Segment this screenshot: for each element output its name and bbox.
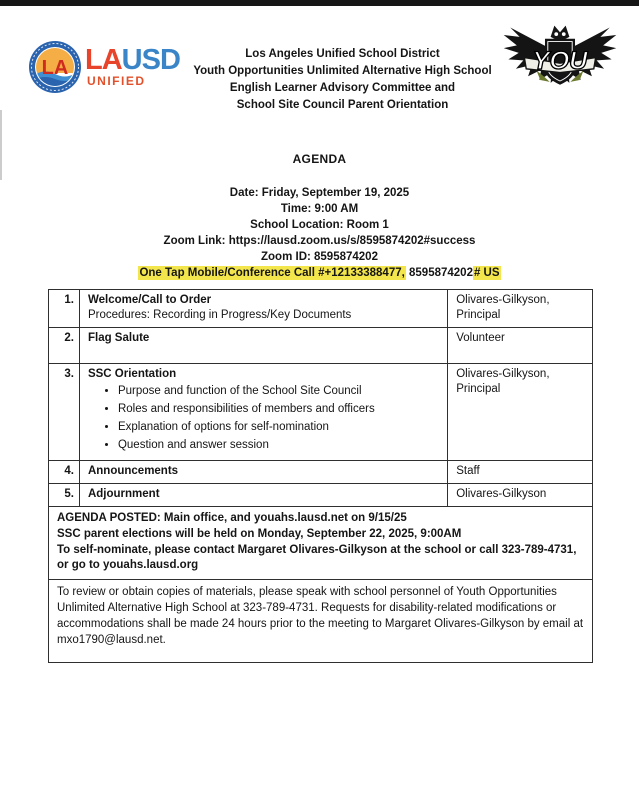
table-row xyxy=(49,484,593,507)
scan-artifact-top-bar xyxy=(0,0,639,6)
svg-text:LA: LA xyxy=(41,57,69,79)
row-presenter: Staff xyxy=(448,461,593,484)
meeting-location: School Location: Room 1 xyxy=(250,219,389,231)
one-tap-highlight-2: # US xyxy=(473,267,500,279)
org-title-block xyxy=(186,46,499,114)
lausd-seal-icon xyxy=(28,40,82,94)
bullet-item: • Roles and responsibilities of members and officers xyxy=(118,402,439,417)
row-presenter: Olivares-Gilkyson xyxy=(448,484,593,507)
you-logo-text: YOU xyxy=(532,46,588,75)
row-number: 4. xyxy=(49,461,80,484)
row-title: Adjournment xyxy=(87,488,160,500)
row-number: 5. xyxy=(49,484,80,507)
table-row xyxy=(49,290,593,328)
bullet-item: • Explanation of options for self-nomination xyxy=(118,420,439,435)
row-title: Announcements xyxy=(87,465,179,477)
table-row xyxy=(49,461,593,484)
row-subtitle: Procedures: Recording in Progress/Key Documents xyxy=(87,309,352,321)
posted-line: AGENDA POSTED: Main office, and youahs.lausd.net on 9/15/25 xyxy=(57,512,407,524)
lausd-wordmark-usd: USD xyxy=(121,43,180,76)
row-presenter: Olivares-Gilkyson, Principal xyxy=(448,290,593,328)
posted-line: SSC parent elections will be held on Monday, September 22, 2025, 9:00AM xyxy=(57,528,462,540)
zoom-link: Zoom Link: https://lausd.zoom.us/s/8595874202#success xyxy=(163,235,476,247)
materials-note-row xyxy=(49,580,593,663)
document-header xyxy=(0,0,639,114)
one-tap-conference-line xyxy=(0,265,639,281)
row-presenter: Olivares-Gilkyson, Principal xyxy=(448,364,593,461)
materials-note: To review or obtain copies of materials, please speak with school personnel of Youth Opportunities Unlimited Alternative High School at 323-789-4731. Requests for disability-related modifications or accommodations shall be made 24 hours prior to the meeting to Margaret Olivares-Gilkyson by email at mxo1790@lausd.net. xyxy=(49,580,593,663)
lausd-wordmark-la: LA xyxy=(85,43,122,76)
org-line-district: Los Angeles Unified School District xyxy=(245,48,440,60)
scan-artifact-left-edge xyxy=(0,110,2,180)
you-eagle-logo xyxy=(499,20,621,100)
one-tap-plain: 8595874202 xyxy=(405,267,473,279)
meeting-info-block xyxy=(0,185,639,265)
row-title: Welcome/Call to Order xyxy=(87,294,212,306)
bullet-item: • Purpose and function of the School Site Council xyxy=(118,384,439,399)
table-row xyxy=(49,364,593,461)
meeting-date: Date: Friday, September 19, 2025 xyxy=(229,187,410,199)
row-number: 2. xyxy=(49,328,80,364)
row-bullet-list xyxy=(118,384,439,453)
agenda-table xyxy=(48,289,593,663)
agenda-heading: AGENDA xyxy=(292,152,347,166)
lausd-logo xyxy=(28,40,186,94)
org-line-committee: English Learner Advisory Committee and xyxy=(229,82,456,94)
org-line-school: Youth Opportunities Unlimited Alternative High School xyxy=(193,65,492,77)
row-number: 1. xyxy=(49,290,80,328)
row-title: SSC Orientation xyxy=(87,368,177,380)
row-title: Flag Salute xyxy=(87,332,150,344)
org-line-orientation: School Site Council Parent Orientation xyxy=(236,99,449,111)
lausd-wordmark xyxy=(85,43,180,88)
one-tap-highlight-1: One Tap Mobile/Conference Call #+12133388477, xyxy=(139,267,405,279)
agenda-posted-row xyxy=(49,507,593,580)
meeting-time: Time: 9:00 AM xyxy=(280,203,359,215)
bullet-item: • Question and answer session xyxy=(118,438,439,453)
table-row xyxy=(49,328,593,364)
row-number: 3. xyxy=(49,364,80,461)
zoom-id: Zoom ID: 8595874202 xyxy=(261,251,378,263)
lausd-wordmark-unified: UNIFIED xyxy=(87,73,146,88)
posted-line: To self-nominate, please contact Margaret Olivares-Gilkyson at the school or call 323-789-4731, or go to youahs.lausd.org xyxy=(57,544,577,571)
row-presenter: Volunteer xyxy=(448,328,593,364)
